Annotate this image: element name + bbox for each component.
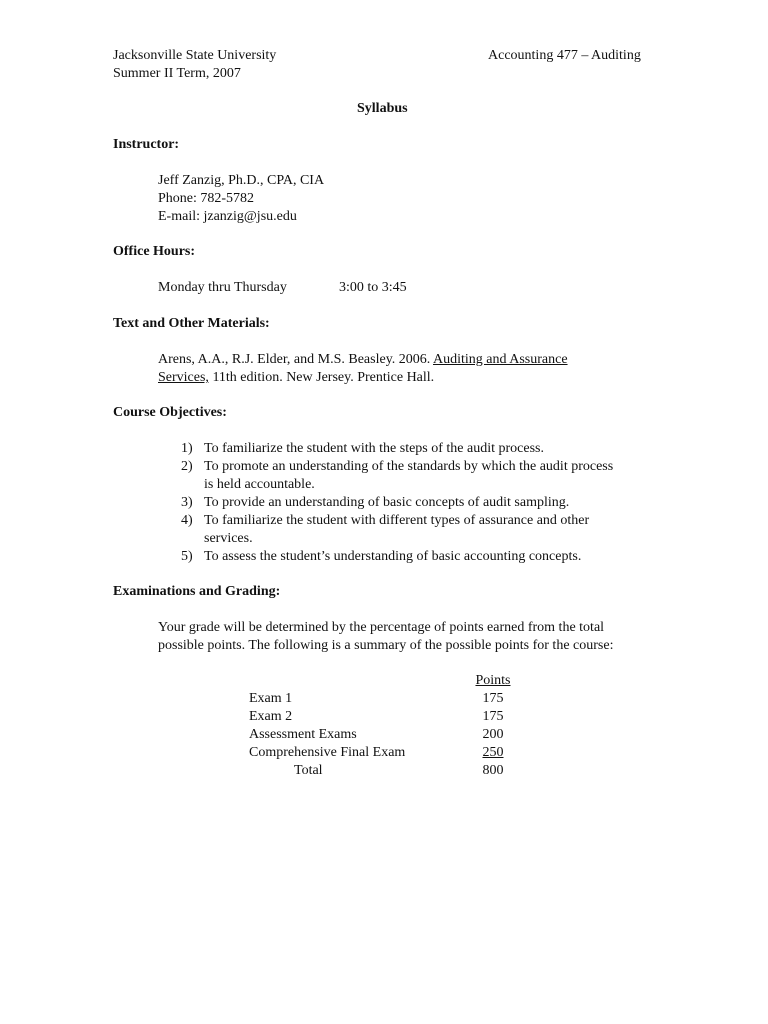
- citation-authors: Arens, A.A., R.J. Elder, and M.S. Beasley. 2006.: [158, 352, 434, 367]
- instructor-name: Jeff Zanzig, Ph.D., CPA, CIA: [158, 173, 325, 188]
- grade-item-points: 175: [482, 691, 504, 706]
- instructor-phone: Phone: 782-5782: [158, 191, 255, 206]
- objective-text: To promote an understanding of the standards by which the audit process: [204, 459, 614, 474]
- objective-number: 3): [181, 495, 193, 510]
- points-column-header: Points: [475, 673, 511, 688]
- objective-text: To assess the student’s understanding of basic accounting concepts.: [204, 549, 582, 564]
- materials-citation-line2: [158, 369, 434, 387]
- grade-item-label: Exam 2: [249, 709, 293, 724]
- office-hours-time: 3:00 to 3:45: [339, 280, 407, 295]
- objective-number: 5): [181, 549, 193, 564]
- objective-text: To familiarize the student with the steps of the audit process.: [204, 441, 544, 456]
- materials-heading: Text and Other Materials:: [113, 316, 270, 331]
- book-title-continued: Services,: [158, 370, 209, 385]
- objective-number: 2): [181, 459, 193, 474]
- grade-item-points: 175: [482, 709, 504, 724]
- total-points: 800: [482, 763, 504, 778]
- book-title: Auditing and Assurance: [433, 352, 568, 367]
- grade-item-label: Exam 1: [249, 691, 293, 706]
- grading-paragraph-line1: Your grade will be determined by the percentage of points earned from the total: [158, 620, 605, 635]
- university-name: Jacksonville State University: [113, 48, 277, 63]
- objective-text-continued: services.: [204, 531, 253, 546]
- materials-citation-line1: [158, 351, 568, 369]
- objective-number: 4): [181, 513, 193, 528]
- grade-item-points: 250: [482, 745, 504, 760]
- grading-paragraph-line2: possible points. The following is a summary of the possible points for the course:: [158, 638, 614, 653]
- total-label: Total: [294, 763, 323, 778]
- objective-text: To familiarize the student with different types of assurance and other: [204, 513, 590, 528]
- objective-number: 1): [181, 441, 193, 456]
- grading-heading: Examinations and Grading:: [113, 584, 281, 599]
- term: Summer II Term, 2007: [113, 66, 241, 81]
- instructor-email: E-mail: jzanzig@jsu.edu: [158, 209, 297, 224]
- objective-text-continued: is held accountable.: [204, 477, 315, 492]
- grade-item-label: Comprehensive Final Exam: [249, 745, 406, 760]
- page-title: Syllabus: [357, 101, 408, 116]
- instructor-heading: Instructor:: [113, 137, 180, 152]
- course-title: Accounting 477 – Auditing: [488, 48, 641, 63]
- grade-item-points: 200: [482, 727, 504, 742]
- objective-text: To provide an understanding of basic concepts of audit sampling.: [204, 495, 570, 510]
- objectives-heading: Course Objectives:: [113, 405, 227, 420]
- office-hours-days: Monday thru Thursday: [158, 280, 287, 295]
- office-hours-heading: Office Hours:: [113, 244, 196, 259]
- citation-publisher: 11th edition. New Jersey. Prentice Hall.: [208, 370, 435, 385]
- grade-item-label: Assessment Exams: [249, 727, 357, 742]
